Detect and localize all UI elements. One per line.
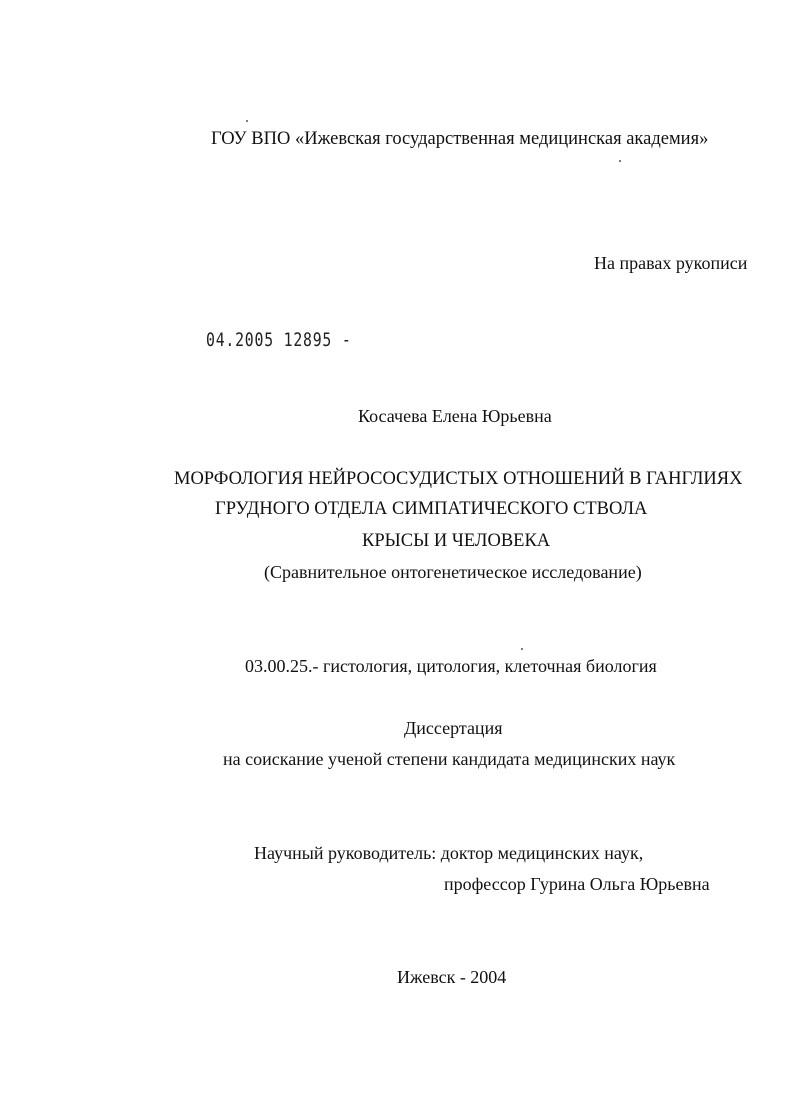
title-line-1: МОРФОЛОГИЯ НЕЙРОСОСУДИСТЫХ ОТНОШЕНИЙ В ГАНГЛИЯХ xyxy=(174,469,743,489)
institution-name: ГОУ ВПО «Ижевская государственная медицинская академия» xyxy=(211,129,709,149)
title-line-2: ГРУДНОГО ОТДЕЛА СИМПАТИЧЕСКОГО СТВОЛА xyxy=(215,499,648,519)
registration-stamp: 04.2005 12895 - xyxy=(206,329,352,351)
author-name: Косачева Елена Юрьевна xyxy=(358,406,552,426)
rights-notice: На правах рукописи xyxy=(594,253,748,273)
scan-speck xyxy=(246,120,248,122)
advisor-line-1: Научный руководитель: доктор медицинских наук, xyxy=(254,843,644,863)
subtitle: (Сравнительное онтогенетическое исследование) xyxy=(264,562,642,582)
scan-speck xyxy=(619,160,621,162)
specialty-code: 03.00.25.- гистология, цитология, клеточная биология xyxy=(245,656,657,676)
title-line-3: КРЫСЫ И ЧЕЛОВЕКА xyxy=(362,531,551,551)
scan-speck xyxy=(521,648,523,650)
advisor-line-2: профессор Гурина Ольга Юрьевна xyxy=(444,874,710,894)
document-type: Диссертация xyxy=(404,718,503,738)
city-year: Ижевск - 2004 xyxy=(397,967,507,987)
degree-statement: на соискание ученой степени кандидата медицинских наук xyxy=(223,749,676,769)
